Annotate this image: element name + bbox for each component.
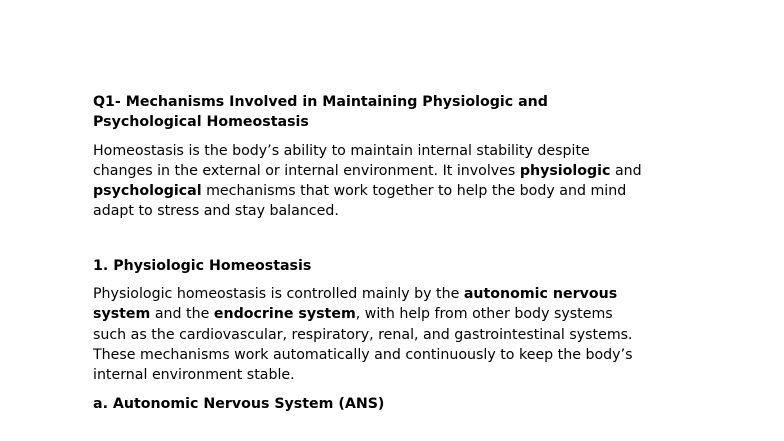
intro-text: mechanisms that work together to help the body and mind: [201, 183, 627, 200]
intro-text: and: [610, 162, 642, 179]
intro-text: Homeostasis is the body’s ability to maintain internal stability despite: [93, 142, 590, 159]
intro-line-4: [93, 201, 713, 221]
question-title-line-2: Psychological Homeostasis: [93, 114, 309, 131]
question-title-line-1: Q1- Mechanisms Involved in Maintaining Physiologic and: [93, 94, 548, 110]
section-1-line-2: [93, 304, 713, 324]
section-1-paragraph: [93, 284, 713, 385]
intro-line-1: [93, 141, 713, 161]
section-1-text: These mechanisms work automatically and continuously to keep the body’s: [93, 346, 633, 363]
section-1-line-4: [93, 345, 713, 365]
intro-line-3: [93, 181, 713, 201]
section-1-text: , with help from other body systems: [355, 306, 613, 323]
intro-line-2: [93, 161, 713, 181]
section-1-line-3: [93, 325, 713, 345]
section-1-line-5: [93, 365, 713, 385]
document-content: [93, 92, 713, 414]
intro-text: changes in the external or internal environment. It involves: [93, 162, 520, 179]
section-1-text: such as the cardiovascular, respiratory, renal, and gastrointestinal systems.: [93, 326, 633, 343]
section-1-text: internal environment stable.: [93, 367, 295, 384]
bold-term-psychological: psychological: [93, 183, 202, 200]
bold-term-physiologic: physiologic: [519, 162, 611, 179]
subsection-a-heading: a. Autonomic Nervous System (ANS): [93, 395, 385, 412]
bold-term-system: system: [93, 306, 151, 323]
intro-paragraph: [93, 141, 713, 222]
section-1-text: Physiologic homeostasis is controlled mainly by the: [93, 286, 464, 303]
bold-term-autonomic-nervous: autonomic nervous: [463, 286, 618, 303]
section-1-heading: 1. Physiologic Homeostasis: [93, 257, 312, 274]
section-1-line-1: [93, 284, 713, 304]
intro-text: adapt to stress and stay balanced.: [93, 203, 339, 220]
question-title: [93, 92, 713, 133]
bold-term-endocrine-system: endocrine system: [213, 306, 356, 323]
section-1-text: and the: [150, 306, 214, 323]
